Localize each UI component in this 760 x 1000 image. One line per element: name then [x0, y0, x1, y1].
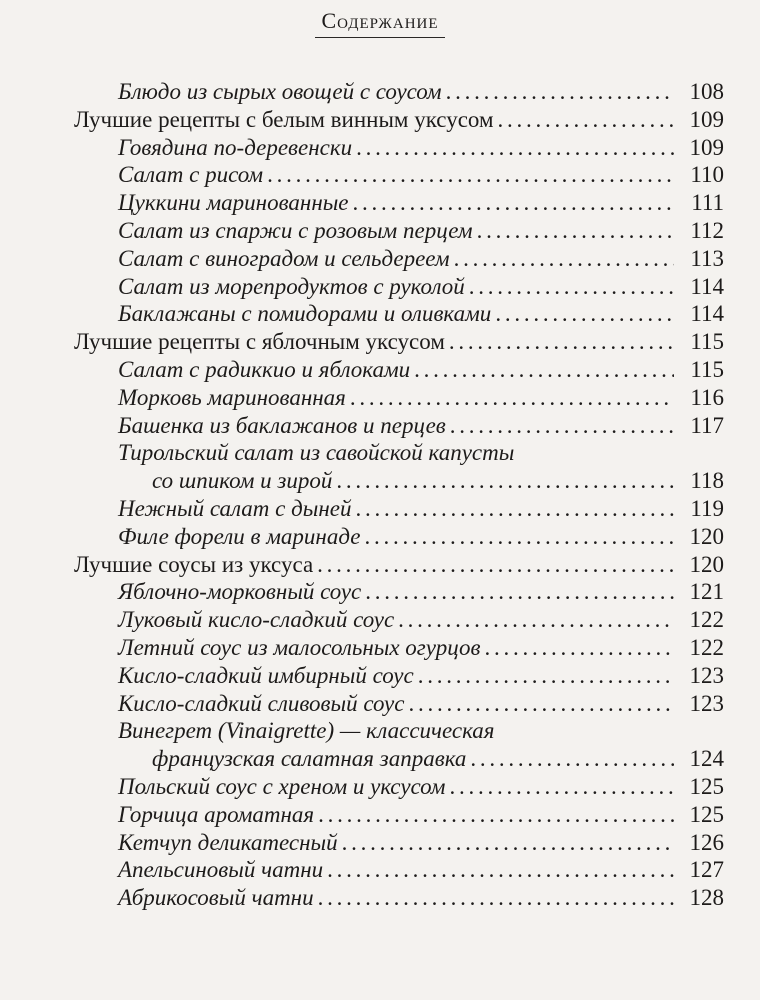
toc-entry: [74, 829, 724, 857]
toc-entry-title: Салат с рисом: [118, 162, 264, 188]
toc-entry: [74, 78, 724, 106]
dot-leader: [364, 523, 674, 551]
dot-leader: [267, 161, 674, 189]
dot-leader: [470, 745, 674, 773]
page-title: Содержание: [315, 8, 444, 38]
dot-leader: [353, 189, 674, 217]
toc-entry-page: 123: [689, 690, 724, 716]
toc-entry-page: 120: [689, 523, 724, 549]
toc-entry: [74, 245, 724, 273]
toc-entry-title: Нежный салат с дыней: [118, 495, 352, 521]
dot-leader: [450, 412, 674, 440]
page-header: [0, 8, 760, 38]
dot-leader: [398, 606, 674, 634]
toc-entry: [74, 467, 724, 495]
toc-entry: [74, 884, 724, 912]
toc-entry-title: Луковый кисло-сладкий соус: [118, 607, 395, 633]
toc-entry-title: Баклажаны с помидорами и оливками: [118, 301, 492, 327]
dot-leader: [317, 551, 674, 579]
toc-entry-page: 128: [689, 885, 724, 911]
toc-entry-title: Польский соус с хреном и уксусом: [118, 773, 446, 799]
toc-entry-page: 123: [689, 662, 724, 688]
toc-entry-title: Говядина по-деревенски: [118, 134, 353, 160]
toc-entry-title: Филе форели в маринаде: [118, 523, 361, 549]
toc-entry-page: 117: [690, 412, 724, 438]
toc-entry-title: Салат с виноградом и сельдереем: [118, 245, 450, 271]
dot-leader: [318, 884, 674, 912]
toc-entry-page: 108: [689, 79, 724, 104]
dot-leader: [327, 856, 674, 884]
toc-entry: [74, 439, 724, 467]
toc-entry-title: Лучшие соусы из уксуса: [74, 551, 314, 577]
toc-entry: [74, 189, 724, 217]
toc-entry-page: 109: [689, 106, 724, 132]
toc-entry-title: Яблочно-морковный соус: [118, 579, 362, 605]
dot-leader: [446, 78, 674, 106]
toc-entry-page: 125: [689, 801, 724, 827]
toc-entry: [74, 217, 724, 245]
dot-leader: [454, 245, 674, 273]
toc-entry-title: Салат из морепродуктов с руколой: [118, 273, 465, 299]
dot-leader: [365, 578, 674, 606]
toc-entry: [74, 551, 724, 579]
toc-entry-title: Морковь маринованная: [118, 384, 346, 410]
toc-entry-page: 115: [690, 329, 724, 355]
toc-entry: [74, 578, 724, 606]
toc-entry-page: 126: [689, 829, 724, 855]
dot-leader: [350, 384, 674, 412]
toc-entry-page: 113: [690, 245, 724, 271]
toc-entry-page: 125: [689, 773, 724, 799]
dot-leader: [469, 273, 674, 301]
toc-entry-page: 122: [689, 634, 724, 660]
toc-entry: [74, 106, 724, 134]
toc-entry-title: Лучшие рецепты с белым винным уксусом: [74, 106, 494, 132]
toc-entry-title: Цуккини маринованные: [118, 190, 349, 216]
toc-entry: [74, 328, 724, 356]
toc-entry-title: французская салатная заправка: [152, 746, 467, 772]
dot-leader: [355, 495, 674, 523]
toc-entry: [74, 273, 724, 301]
toc-entry-title: Башенка из баклажанов и перцев: [118, 412, 446, 438]
dot-leader: [498, 106, 674, 134]
dot-leader: [495, 300, 674, 328]
toc-entry-page: 119: [690, 495, 724, 521]
toc-entry-page: 112: [690, 217, 724, 243]
toc-entry-title: со шпиком и зирой: [152, 468, 333, 494]
toc-entry: [74, 523, 724, 551]
toc-entry-page: 116: [690, 384, 724, 410]
dot-leader: [342, 829, 674, 857]
toc-entry-page: 127: [689, 857, 724, 883]
toc-entry-title: Тирольский салат из савойской капусты: [118, 440, 515, 466]
toc-entry: [74, 300, 724, 328]
toc-entry: [74, 606, 724, 634]
toc-entry-title: Летний соус из малосольных огурцов: [118, 634, 481, 660]
dot-leader: [477, 217, 674, 245]
toc-entry: [74, 773, 724, 801]
table-of-contents: [74, 78, 724, 912]
dot-leader: [408, 690, 674, 718]
toc-entry: [74, 690, 724, 718]
toc-entry-title: Апельсиновый чатни: [118, 857, 324, 883]
toc-entry-page: 109: [689, 134, 724, 160]
toc-entry: [74, 662, 724, 690]
toc-entry-title: Салат с радиккио и яблоками: [118, 356, 411, 382]
toc-entry: [74, 745, 724, 773]
toc-entry-title: Горчица ароматная: [118, 801, 315, 827]
toc-entry: [74, 134, 724, 162]
toc-entry-title: Блюдо из сырых овощей с соусом: [118, 79, 442, 104]
toc-entry: [74, 801, 724, 829]
toc-entry: [74, 384, 724, 412]
toc-entry-page: 120: [689, 551, 724, 577]
toc-entry-page: 121: [689, 579, 724, 605]
dot-leader: [414, 356, 674, 384]
toc-entry-page: 124: [689, 746, 724, 772]
dot-leader: [418, 662, 674, 690]
toc-entry-page: 118: [690, 468, 724, 494]
toc-entry-title: Кетчуп деликатесный: [118, 829, 338, 855]
toc-entry: [74, 717, 724, 745]
toc-entry-page: 114: [690, 273, 724, 299]
toc-entry: [74, 412, 724, 440]
dot-leader: [336, 467, 674, 495]
dot-leader: [449, 773, 674, 801]
toc-entry-title: Кисло-сладкий сливовый соус: [118, 690, 405, 716]
toc-entry-title: Салат из спаржи с розовым перцем: [118, 217, 473, 243]
toc-entry-page: 111: [691, 190, 724, 216]
toc-entry-page: 122: [689, 607, 724, 633]
toc-entry: [74, 356, 724, 384]
dot-leader: [318, 801, 674, 829]
toc-entry: [74, 161, 724, 189]
dot-leader: [449, 328, 674, 356]
toc-entry-title: Абрикосовый чатни: [118, 885, 314, 911]
toc-entry-title: Винегрет (Vinaigrette) — классическая: [118, 718, 495, 744]
toc-entry-title: Лучшие рецепты с яблочным уксусом: [74, 329, 445, 355]
toc-entry-page: 110: [690, 162, 724, 188]
dot-leader: [356, 134, 674, 162]
toc-entry: [74, 856, 724, 884]
toc-entry: [74, 495, 724, 523]
toc-entry: [74, 634, 724, 662]
toc-entry-title: Кисло-сладкий имбирный соус: [118, 662, 414, 688]
toc-entry-page: 115: [690, 356, 724, 382]
toc-entry-page: 114: [690, 301, 724, 327]
dot-leader: [484, 634, 674, 662]
